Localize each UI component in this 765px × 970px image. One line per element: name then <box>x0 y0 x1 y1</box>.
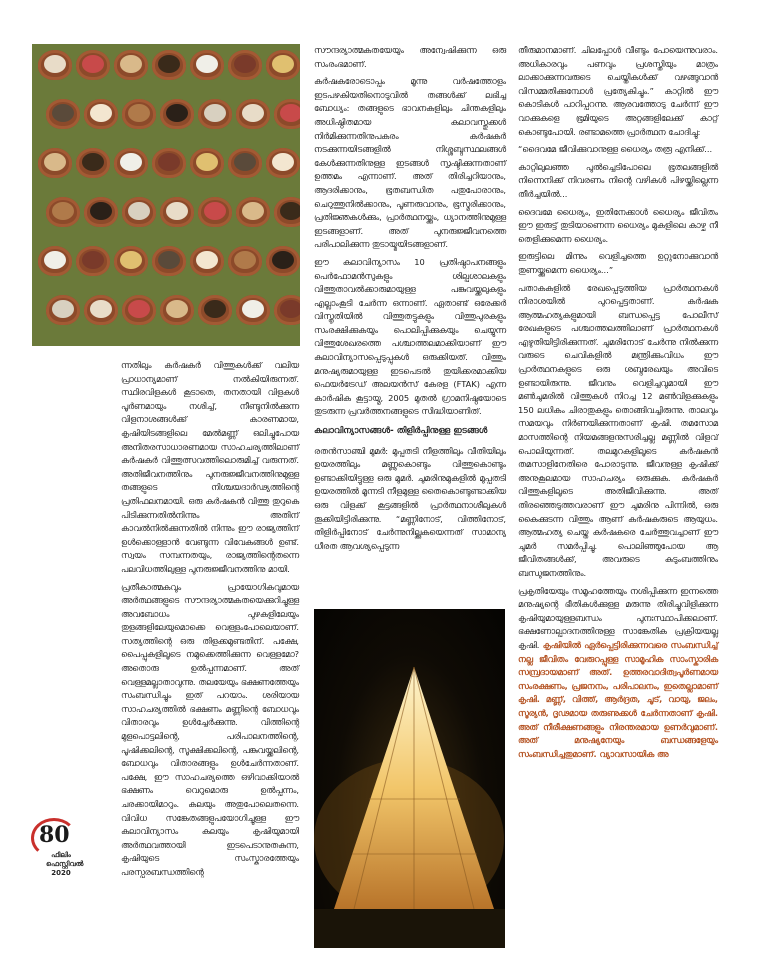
seed-bowl <box>198 99 232 129</box>
seed-bowl <box>84 197 118 227</box>
column-3 <box>518 44 718 765</box>
col2-paragraph-3: ഈ കലാവിന്യാസം 10 പ്രതിഷ്ഠാപനങ്ങളും പെർഫോമൻസുകളും ശില്പശാലകളും വിത്തുതാവൽക്കാരുമായുള്ള പങ്കുവയ്ക്കലുകളും എല്ലാംകൂടി ചേർന്ന ഒന്നാണ്. ഏതാണ്ട് ഒരേക്കർ വിസ്തൃതിയിൽ വിത്തുതട്ടുകളും വിത്തുപുരകളും സംരക്ഷിക്കുകയും പൊലിപ്പിക്കുകയും ചെയ്യുന്ന വിത്തുശേഖരത്തെ പശ്ചാത്തലമാക്കിയാണ് ഈ കലാവിന്യാസപ്പെടുപ്പുകൾ ഒരുക്കിയത്. വിത്തും മനുഷ്യരുമായുള്ള ഇടപെടൽ തുയിക്കരമാക്കിയ ഫെയർട്രേഡ് അലയൻസ് കേരള (FTAK) എന്ന കാർഷിക കൂട്ടായ്മ, 2005 മുതൽ ഗ്രാമനിഷ്ഠയോടെ തുടരുന്ന പ്രവർത്തനങ്ങളുടെ സിദ്ധിയാണിത്. <box>314 256 506 417</box>
col2-paragraph-4: രതൻസാഞ്ചി മുമർ: മുപ്പതടി നീളത്തിലും വീതിയിലും ഉയരത്തിലും മണ്ണുകൊണ്ടും വിത്തുകൊണ്ടും ഉണ്ടാക്കിയിട്ടുള്ള ഒരു മുമർ. ചുമരിനുമുകളിൽ മുപ്പതടി ഉയരത്തിൽ മൂന്നടി നീളമുള്ള തൈകൊണ്ടുണ്ടാക്കിയ ഒരു വിളക്ക് കൂട്ടങ്ങളിൽ പ്രാർത്ഥനാശീലുകൾ തൂക്കിയിട്ടിരിക്കുന്നു. “മണ്ണിനോട്, വിത്തിനോട്, തിളിർപ്പിനോട് ചേർന്നുനില്ക്കുകയെന്നത് സാമാന്യ ധീരത ആവശ്യപ്പെടുന്ന <box>314 445 506 551</box>
prayer-quote-1: “ദൈവമേ ജീവിക്കുവാനുള്ള ധൈര്യം തരൂ എനിക്ക്... <box>518 144 713 155</box>
seed-bowl <box>46 197 80 227</box>
seed-bowl <box>190 246 224 276</box>
brand-line-2: ഫെസ്റ്റിവൽ <box>46 860 84 868</box>
col3-paragraph-3 <box>518 585 718 762</box>
seed-bowl <box>46 295 80 325</box>
col2-paragraph-2: കർഷകരോടൊപ്പം മൂന്നു വർഷത്തോളം ഇടപഴകിയതിനൊടുവിൽ തങ്ങൾക്ക് ലഭിച്ച ബോധ്യം: തങ്ങളുടെ ഭാവനകളിലും ചിന്തകളിലും അധിഷ്ഠിതമായ കലാവസ്തുക്കൾ നിർമിക്കുന്നതിനുപകരം കർഷകർ നടക്കുന്നയിടങ്ങളിൽ നിശ്ശബ്ദസ്ഥലങ്ങൾ കേൾക്കുന്നതിനുള്ള ഇടങ്ങൾ സൃഷ്ടിക്കുന്നതാണ് ഉത്തമം എന്നാണ്. അത് തിരിച്ചറിയാനും, ആദരിക്കാനും, ഭൂതബന്ധിത പതുപോരാനും, ചെറുത്തുനിൽക്കാനും, പൂണരുവാനും, ഭൂസ്മരിക്കാനും, പ്രതിജ്ഞകൾക്കും, പ്രാർത്ഥനയ്ക്കും, ധ്യാനത്തിനുമുള്ള ഇടങ്ങളാണ്. അത് പുനരുജ്ജീവനത്തെ പരിപാലിക്കുന്ന തുടായ്മയിടങ്ങളാണ്. <box>314 76 506 250</box>
col3-paragraph-2: പതാകകളിൽ രേഖപ്പെടുത്തിയ പ്രാർത്ഥനകൾ നിരാശയിൽ പുറപ്പെട്ടതാണ്. കർഷക ആത്മഹത്യകളുമായി ബന്ധപ്പെട്ട പോലീസ് രേഖകളുടെ പശ്ചാത്തലത്തിലാണ് പ്രാർത്ഥനകൾ എഴുതിയിട്ടിരിക്കുന്നത്. ചുമരിനോട് ചേർന്നു നിൽക്കുന്ന വരുടെ ചെവികളിൽ മന്ത്രിക്കുംവിധം ഈ പ്രാർത്ഥനകളുടെ ഒരു ശബ്ദരേഖയും അവിടെ ഉണ്ടായിരുന്നു. ജീവനും വെളിച്ചവുമായി ഈ മൺചുമരിൽ വിത്തുകൾ നിറച്ച 12 മൺവിളക്കുകളും 150 ലധികം ചിരാതുകളും തൊങ്ങിവച്ചിരുന്നു. താലവും സമയവും നിർണയിക്കുന്നതാണ് കൃഷി. തമസോമ മാസത്തിന്റെ നിയമങ്ങളനുസരിച്ചല്ല മണ്ണിൽ വിളവ് പൊലിയുന്നത്. തലമുറകളിലൂടെ കർഷകൻ തമസാളിനേതിരെ പോരാടുന്നു. ജീവനുള്ള കൃഷിക്ക് അനുകൂലമായ സാഹചര്യം ഒരുക്കുക. കർഷകർ വിത്തുകളിലൂടെ അതിജീവിക്കുന്നു. അത് തിരഞ്ഞെടുത്തവരാണ് ഈ ചുമരിനു പിന്നിൽ, ഒരു കൈക്കുടന്ന വിത്തും ആണ് കർഷകരുടെ ആയുധം. ആത്മഹത്യ ചെയ്ത കർഷകരെ ചേർത്തുവച്ചാണ് ഈ ചുമർ സമർപ്പിച്ചു. പൊലിഞ്ഞുപോയ ആ ജീവിതങ്ങൾക്ക്, അവരുടെ കുടുംബത്തിനും ബന്ധുജനത്തിനും. <box>518 282 718 578</box>
seed-bowl <box>160 99 194 129</box>
seed-bowl <box>76 50 110 80</box>
seed-bowl <box>274 295 300 325</box>
col2-paragraph-1: സൗന്ദര്യാത്മകതയേയും അന്വേഷിക്കുന്ന ഒരു സംരംഭമാണ്. <box>314 45 506 69</box>
seed-bowl <box>228 246 262 276</box>
prayer-quote-3: ദൈവമേ ധൈര്യം, ഇതിനേക്കാൾ ധൈര്യം ജീവിതം ഈ ഇരുട്ട് തുടിയാണെന്ന ധൈര്യം മുകളിലെ കാഴ്ച നീ തെളിക്കുമെന്ന ധൈര്യം. <box>518 206 718 244</box>
column-2 <box>314 44 506 557</box>
seed-bowl <box>228 148 262 178</box>
seed-bowl <box>84 99 118 129</box>
seed-bowl <box>38 246 72 276</box>
seed-bowl <box>236 99 270 129</box>
col1-paragraph-1: ന്നതിലും കർഷകർ വിത്തുകൾക്ക് വലിയ പ്രാധാന്യമാണ് നൽകിയിരുന്നത്. സ്ഥിരവിളകൾ കൂടാതെ, തനതായി വിളകൾ പൂർണമായും നശിച്ച്, നീണ്ടുനിൽക്കുന്ന വിളനാശങ്ങൾക്ക് കാരണമായ, കൃഷിയിടങ്ങളിലെ മേൽമണ്ണ് ഒലിച്ചുപോയ അനിതരസാധാരണമായ സാഹചര്യത്തിലാണ് കർഷകർ വിത്തുത്സവത്തിലൊരുമിച്ച് വരുന്നത്. അതിജീവനത്തിനും പുനരുജ്ജീവനത്തിനുമുള്ള തങ്ങളുടെ നിശ്ചയദാർഢ്യത്തിന്റെ പ്രതിഫലനമായി. ഒരു കർഷകൻ വിത്തു തുറുകെ പിടിക്കുന്നതിൽനിന്നും അതിന് കാവൽനിൽക്കുന്നതിൽ നിന്നും ഈ രാജ്യത്തിന് ഉൾക്കൊള്ളാൻ വേണ്ടുന്ന വിവേകങ്ങൾ ഉണ്ട്. സ്വയം സമ്പന്നതയും, രാജ്യത്തിന്റെതന്നെ പലവിധത്തിലുള്ള പുനരുജ്ജീവനത്തിനു മായി. <box>121 360 299 574</box>
lantern-tent-night-icon <box>314 609 505 948</box>
seed-bowl <box>198 295 232 325</box>
seed-bowl <box>266 246 300 276</box>
col3-paragraph-1: തീരുമാനമാണ്. ചിലപ്പോൾ വീണ്ടും പോയെന്നുവരാം. അധികാരവും പണവും പ്രശസ്തിയും മാത്രം ലാക്കാക്കുന്നവരുടെ ചെയ്തികൾക്ക് വഴങ്ങുവാൻ വിസമ്മതിക്കുമ്പോൾ പ്രത്യേകിച്ചും.” കാറ്റിൽ ഈ കൊടികൾ പാറിപ്പറന്നു. ആരവത്തോടു ചേർന്ന് ഈ വാക്കുകളെ ഭൂമിയുടെ അറ്റങ്ങളിലേക്ക് കാറ്റ് കൊണ്ടുപോയി. രണ്ടാമത്തെ പ്രാർത്ഥന ചോദിച്ചു: <box>518 45 718 137</box>
col1-paragraph-2: പ്രതീകാത്മകവും പ്രായോഗികവുമായ അർത്ഥങ്ങളുടെ സൗന്ദര്യാത്മകതയെക്കുറിച്ചുള്ള അവബോധം പുഴകളിലേയും തുളങ്ങളിലേയുമൊക്കെ വെള്ളംപോലെയാണ്. സത്യത്തിന്റെ ഒരു തിളക്കമുണ്ടതിന്. പക്ഷേ, പൈപ്പുകളിലൂടെ നമുക്കെത്തിക്കുന്ന വെള്ളമോ? അതൊരു ഉൽപ്പന്നമാണ്. അത് വെള്ളമല്ലാതാവുന്നു. തലയേയും ഭക്ഷണത്തേയും സംബന്ധിച്ചും ഇത് പറയാം. ശരിയായ സാഹചര്യത്തിൽ ഭക്ഷണം മണ്ണിന്റെ ബോധവും വിതാരവും ഉൾച്ചേർക്കുന്നു. വിത്തിന്റെ മുളപൊട്ടലിന്റെ, പരിപാലനത്തിന്റെ, പൂഷിക്കലിന്റെ, സൂക്ഷിക്കലിന്റെ, പങ്കുവയ്ക്കലിന്റെ, ബോധവും വിതാരങ്ങളും ഉൾചേർന്നതാണ്. പക്ഷേ, ഈ സാഹചര്യത്തെ ഒഴിവാക്കിയാൽ ഭക്ഷണം വെറുമൊരു ഉൽപ്പന്നം, ചരക്കായിമാറും. കലയും അതുപോലെതന്നെ. വിവിധ സങ്കേതങ്ങളുപയോഗിച്ചുള്ള ഈ കലാവിന്യാസം കലയും കൃഷിയുമായി അർത്ഥവത്തായി ഇടപെടാനുതകുന്ന, കൃഷിയുടെ സംസ്കാരത്തേയും പരസ്പരബന്ധത്തിന്റെ <box>121 581 299 877</box>
page-number: 80 <box>39 822 70 848</box>
seed-bowl <box>152 50 186 80</box>
seed-bowl <box>266 148 300 178</box>
brand-line-1: ഫിലിം <box>51 851 71 859</box>
section-subheading: കലാവിന്യാസങ്ങൾ- തിളിർപ്പിനുള്ള ഇടങ്ങൾ <box>314 426 488 437</box>
seed-bowl <box>76 148 110 178</box>
seed-bowl <box>122 197 156 227</box>
seed-bowl <box>114 246 148 276</box>
seed-bowl <box>190 148 224 178</box>
seed-bowl <box>160 295 194 325</box>
seed-bowl <box>236 295 270 325</box>
seed-bowl <box>38 50 72 80</box>
lamp-photo <box>314 609 505 948</box>
seed-bowl <box>160 197 194 227</box>
seeds-photo <box>32 44 300 346</box>
seed-bowl <box>236 197 270 227</box>
seed-bowl <box>122 99 156 129</box>
seed-bowl <box>152 148 186 178</box>
seed-bowl <box>114 50 148 80</box>
seed-bowl <box>76 246 110 276</box>
col3-paragraph-3-text: പ്രകൃതിയേയും സമൂഹത്തേയും നശിപ്പിക്കുന്ന ഇന്നത്തെ മനുഷ്യന്റെ ഭീതികൾക്കുള്ള മരുന്നു തിരിച്ചുവിളിക്കുന്ന കൃഷിയുമായുള്ളബന്ധം പുനഃസ്ഥാപിക്കലാണ്. ഭക്ഷണോല്പാദനത്തിനുള്ള സാങ്കേതിക പ്രക്രിയയല്ല കൃഷി. <box>518 585 718 650</box>
seed-bowl <box>274 197 300 227</box>
prayer-quote-4: ഇരുട്ടിലെ മിന്നും വെളിച്ചത്തെ ഉറ്റുനോക്കുവാൻ തുണയ്ക്കുമെന്ന ധൈര്യം...” <box>518 251 718 275</box>
column-1 <box>121 359 299 884</box>
brand-mark <box>46 851 84 878</box>
seed-bowl <box>266 50 300 80</box>
seed-bowl <box>122 295 156 325</box>
seed-bowl <box>46 99 80 129</box>
seed-bowl <box>228 50 262 80</box>
seed-bowl <box>274 99 300 129</box>
seed-bowl <box>152 246 186 276</box>
col3-highlight-text: കൃഷിയിൽ ഏർപ്പെട്ടിരിക്കുന്നവരെ സംബന്ധിച്ച് നല്ല ജീവിതം വേരുറപ്പുള്ള സാമൂഹിക സാംസ്കാരിക സമ്പ്രദായമാണ് അത്. ഉത്തരവാദിത്വപൂർണമായ സംരക്ഷണം, പ്രജനനം, പരിപാലനം, ഇതെല്ലാമാണ് കൃഷി. മണ്ണ്, വിത്ത്, ആർദ്രത, ചൂട്, വായു, ജലം, സൂര്യൻ, ദൃഢമായ തരുണുക്കൾ ചേർന്നതാണ് കൃഷി. അത് നീരീക്ഷണങ്ങളും നിരന്തരമായ ഉണർവുമാണ്. അത് മനുഷ്യനേയും ബന്ധങ്ങളേയും സംബന്ധിച്ചതുമാണ്. വ്യാവസായിക അ <box>518 639 718 759</box>
seed-bowl <box>84 295 118 325</box>
seed-bowl <box>198 197 232 227</box>
seed-bowl <box>114 148 148 178</box>
seed-bowl <box>190 50 224 80</box>
seed-bowl <box>38 148 72 178</box>
brand-year: 2020 <box>51 869 71 877</box>
prayer-quote-2: കാറ്റിലുലഞ്ഞ പുൽച്ചെടിപോലെ ഭൂതലങ്ങളിൽ നിന്നെനിക്ക് നിവരണം നിന്റെ വഴികൾ പിഴയ്ക്കില്ലെന്ന തീർച്ചയിൽ... <box>518 161 718 199</box>
